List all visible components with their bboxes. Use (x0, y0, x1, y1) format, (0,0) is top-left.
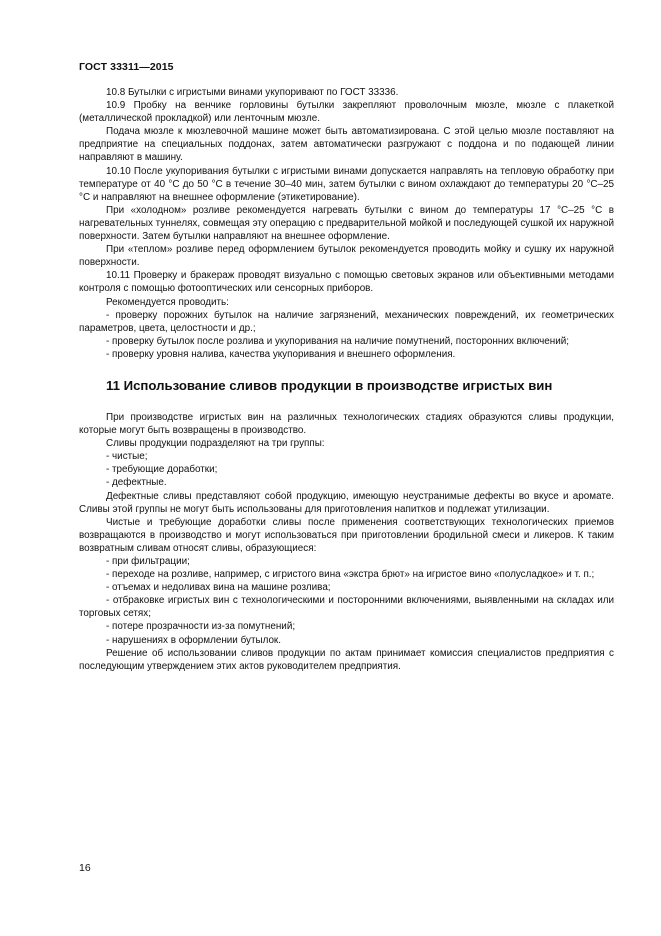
page-number: 16 (79, 862, 91, 874)
list-item: - проверку порожних бутылок на наличие загрязнений, механических повреждений, их геометрических параметров, цвета, целостности и др.; (79, 309, 614, 334)
paragraph-10-11: 10.11 Проверку и бракераж проводят визуально с помощью световых экранов или объективными методами контроля с помощью фотооптических или сенсорных приборов. (79, 270, 614, 295)
paragraph-cold-filling: При «холодном» розливе рекомендуется нагревать бутылки с вином до температуры 17 °С–25 °С в нагревательных туннелях, совмещая эту операцию с предварительной мойкой и последующей сушкой их наружной поверхности. Затем бутылки направляют на внешнее оформление. (79, 204, 614, 243)
list-item: - потере прозрачности из-за помутнений; (106, 621, 296, 633)
list-item: - чистые; (106, 451, 148, 463)
section-paragraph: При производстве игристых вин на различных технологических стадиях образуются сливы продукции, которые могут быть возвращены в производство. (79, 411, 614, 437)
paragraph-10-10: 10.10 После укупоривания бутылки с игристыми винами допускается направлять на тепловую обработку при температуре от 40 °С до 50 °С в течение 30–40 мин, затем бутылки с вином охлаждают до температуры 20 °С–25 °С и направляют на внешнее оформление (этикетирование). (79, 165, 614, 203)
section-title: 11 Использование сливов продукции в производстве игристых вин (106, 377, 553, 393)
list-item: - отъемах и недоливах вина на машине розлива; (106, 582, 331, 594)
section-paragraph: Дефектные сливы представляют собой продукцию, имеющую неустранимые дефекты во вкусе и аромате. Сливы этой группы не могут быть использованы для приготовления напитков и подлежат утилизации. (79, 490, 614, 515)
paragraph-recommended: Рекомендуется проводить: (106, 296, 229, 308)
list-item: - требующие доработки; (106, 464, 218, 476)
paragraph-muzzle-supply: Подача мюзле к мюзлевочной машине может быть автоматизирована. С этой целью мюзле поставляют на предприятие на специальных поддонах, затем автоматически разгружают с поддона и по подающей линии направляют в машину. (79, 126, 614, 164)
list-item: - проверку уровня налива, качества укупоривания и внешнего оформления. (106, 348, 456, 360)
list-item: - проверку бутылок после розлива и укупоривания на наличие помутнений, посторонних включений; (106, 335, 570, 347)
document-header: ГОСТ 33311—2015 (79, 61, 174, 73)
paragraph-10-9: 10.9 Пробку на венчике горловины бутылки закрепляют проволочным мюзле, мюзле с плакеткой (металлической прокладкой) или ленточным мюзле. (79, 100, 614, 125)
section-paragraph: Решение об использовании сливов продукции по актам принимает комиссия специалистов предприятия с последующим утверждением этих актов руководителем предприятия. (79, 647, 614, 672)
list-item: - нарушениях в оформлении бутылок. (106, 634, 281, 646)
list-item: - при фильтрации; (106, 556, 190, 567)
section-paragraph: Сливы продукции подразделяют на три группы: (106, 438, 325, 450)
list-item: - переходе на розливе, например, с игристого вина «экстра брют» на игристое вино «полусладкое» и т. п.; (106, 569, 595, 581)
list-item: - дефектные. (106, 477, 167, 489)
list-item: - отбраковке игристых вин с технологическими и посторонними включениями, выявленными на складах или торговых сетях; (79, 595, 614, 620)
document-body (79, 86, 614, 673)
section-paragraph: Чистые и требующие доработки сливы после применения соответствующих технологических приемов возвращаются в производство и могут использоваться при приготовлении бродильной смеси и ликеров. К таким возвратным сливам относят сливы, образующиеся: (79, 516, 614, 554)
paragraph-warm-filling: При «теплом» розливе перед оформлением бутылок рекомендуется проводить мойку и сушку их наружной поверхности. (79, 244, 614, 269)
paragraph-10-8: 10.8 Бутылки с игристыми винами укупоривают по ГОСТ 33336. (106, 87, 399, 98)
